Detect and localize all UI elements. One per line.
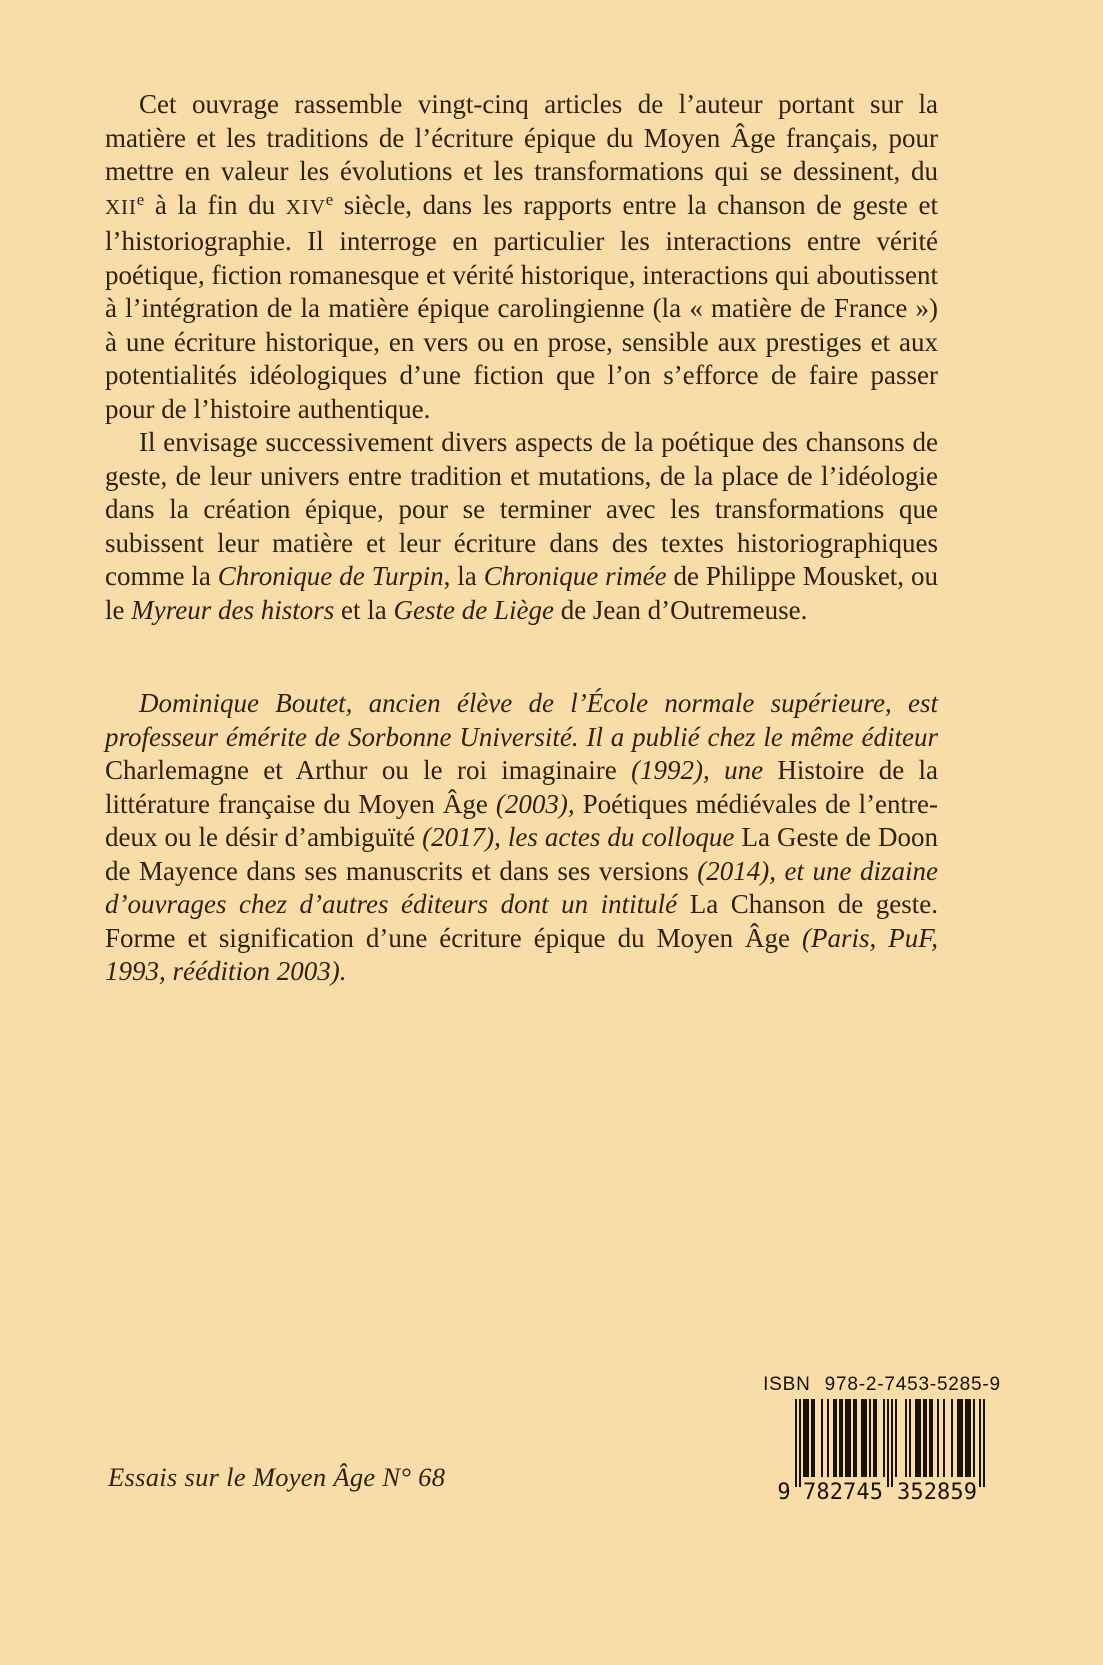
isbn-block xyxy=(762,1374,1002,1503)
author-bio: Dominique Boutet, ancien élève de l’École normale supérieure, est professeur émérite de Sorbonne Université. Il a publié chez le même éditeur Charlemagne et Arthur ou le roi imaginaire (1992), une Histoire de la littérature française du Moyen Âge (2003), Poétiques médiévales de l’entre-deux ou le désir d’ambiguïté (2017), les actes du colloque La Geste de Doon de Mayence dans ses manuscrits et dans ses versions (2014), et une dizaine d’ouvrages chez d’autres éditeurs dont un intitulé La Chanson de geste. Forme et signification d’une écriture épique du Moyen Âge (Paris, PuF, 1993, réédition 2003). xyxy=(105,688,939,986)
synopsis-paragraph-1: Cet ouvrage rassemble vingt-cinq articles de l’auteur portant sur la matière et les traditions de l’écriture épique du Moyen Âge français, pour mettre en valeur les évolutions et les transformations qui se dessinent, du XIIe à la fin du XIVe siècle, dans les rapports entre la chanson de geste et l’historiographie. Il interroge en particulier les interactions entre vérité poétique, fiction romanesque et vérité historique, interactions qui aboutissent à l’intégration de la matière épique carolingienne (la « matière de France ») à une écriture historique, en vers ou en prose, sensible aux prestiges et aux potentialités idéologiques d’une fiction que l’on s’efforce de faire passer pour de l’histoire authentique. xyxy=(105,89,938,424)
svg-text:782745: 782745 xyxy=(803,1480,883,1503)
isbn-label xyxy=(762,1374,1002,1396)
svg-text:352859: 352859 xyxy=(897,1480,977,1503)
svg-text:9: 9 xyxy=(777,1480,791,1503)
synopsis-paragraph-2: Il envisage successivement divers aspects de la poétique des chansons de geste, de leur univers entre tradition et mutations, de la place de l’idéologie dans la création épique, pour se terminer avec les transformations que subissent leur matière et leur écriture dans des textes historiographiques comme la Chronique de Turpin, la Chronique rimée de Philippe Mousket, ou le Myreur des histors et la Geste de Liège de Jean d’Outremeuse. xyxy=(105,427,938,625)
ean13-barcode xyxy=(762,1399,1002,1503)
series-label: Essais sur le Moyen Âge N° 68 xyxy=(108,1462,446,1492)
isbn-prefix: ISBN xyxy=(763,1374,811,1395)
isbn-number: 978-2-7453-5285-9 xyxy=(824,1374,1001,1395)
synopsis-and-bio xyxy=(105,88,938,989)
